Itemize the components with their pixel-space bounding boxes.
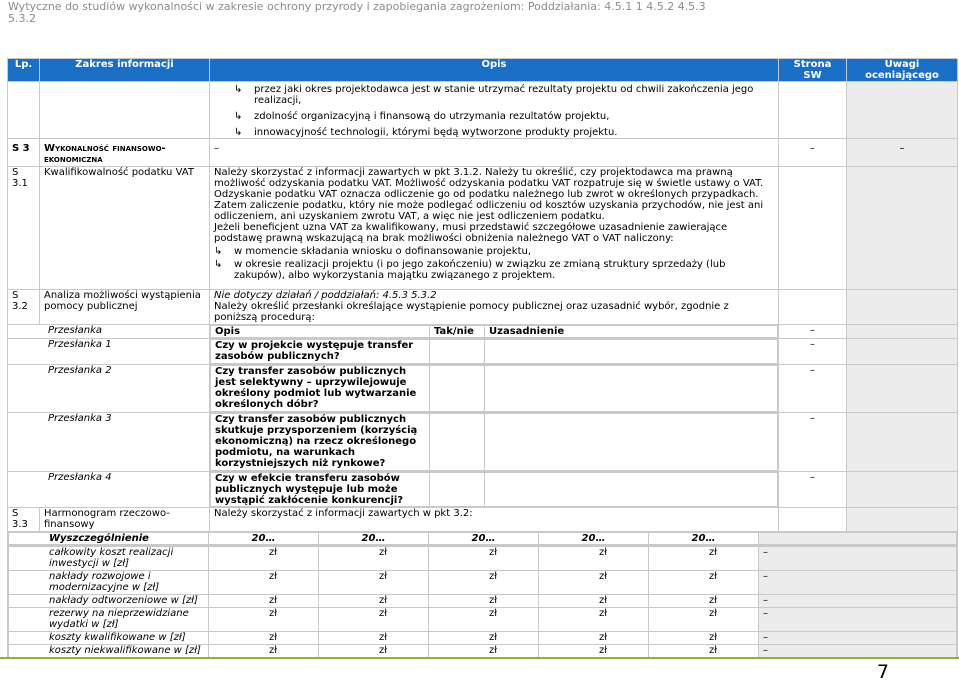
schedule-header: Wyszczególnienie 20… 20… 20… 20… 20… [8,532,958,546]
schedule-rows [8,546,958,659]
col-opis: Opis [210,59,779,82]
note: Nie dotyczy działań / poddziałań: 4.5.3 5.3.2 [214,290,437,301]
section-row-s31: S 3.1 Kwalifikowalność podatku VAT Należy skorzystać z informacji zawartych w pkt 3.1.2. Należy tu określić, czy projektodawca ma prawną możliwość odzyskania podatku VAT. Możliwość odzyskania podatku VAT rozpatruje się w świetle ustawy o VAT. Odzyskanie podatku VAT oznacza odliczenie go od podatku należnego lub zwrot w określonych przypadkach. Zatem zaliczenie podatku, który nie może podlegać odliczeniu od kosztów uzyskania przychodów, nie jest ani odliczeniem, ani uzyskaniem zwrotu VAT, a więc nie jest odliczeniem podatku. Jeżeli beneficjent uzna VAT za kwalifikowany, musi przedstawić szczegółowe uzasadnienie zawierające podstawę prawną wskazującą na brak możliwości obniżenia należnego VAT o VAT naliczony: ↳ w momencie składania wniosku o dofinansowanie projektu, ↳ w okresie realizacji projektu (i po jego zakończeniu) w związku ze zmianą struktury sprzedaży (lub zakupów), albo wykorzystania majątku związanego z projektem. [8,167,958,290]
section-lp: S 3 [8,139,40,167]
table-row: Przesłanka 3 Czy transfer zasobów publicznych skutkuje przysporzeniem (korzyścią ekonomiczną) na rzecz określonego podmiotu, na warunkach korzystniejszych niż rynkowe? – [8,413,958,472]
bullet-item: ↳ przez jaki okres projektodawca jest w stanie utrzymać rezultaty projektu od chwili zakończenia jego realizacji, [234,84,754,106]
paragraph: Należy skorzystać z informacji zawartych w pkt 3.1.2. Należy tu określić, czy projektodawca ma prawną możliwość odzyskania podatku VAT. Możliwość odzyskania podatku VAT rozpatruje się w świetle ustawy o VAT. Odzyskanie podatku VAT oznacza odliczenie go od podatku należnego lub zwrot w określonych przypadkach. Zatem zaliczenie podatku, który nie może podlegać odliczeniu od kosztów uzyskania przychodów, nie jest ani odliczeniem, ani uzyskaniem zwrotu VAT, a więc nie jest odliczeniem podatku. [214,167,764,222]
table-row: koszty kwalifikowane w [zł] zł zł zł zł zł – [9,632,957,645]
paragraph: Należy skorzystać z informacji zawartych w pkt 3.2: [210,508,779,532]
section-row-s3: S 3 Wykonalność finansowo-ekonomiczna – – – [8,139,958,167]
table-row: całkowity koszt realizacji inwestycji w [zł] zł zł zł zł zł – [9,547,957,571]
section-row-s33: S 3.3 Harmonogram rzeczowo-finansowy Należy skorzystać z informacji zawartych w pkt 3.2: [8,508,958,532]
document-header: Wytyczne do studiów wykonalności w zakresie ochrony przyrody i zapobiegania zagrożeniom: Poddziałania: 4.5.1 1 4.5.2 4.5.3 5.3.2 [8,0,706,25]
col-uwagi: Uwagi oceniającego [847,59,958,82]
arrow-bullet-icon: ↳ [214,259,223,270]
table-row: nakłady rozwojowe i modernizacyjne w [zł] zł zł zł zł zł – [9,571,957,595]
section-row-s32: S 3.2 Analiza możliwości wystąpienia pomocy publicznej Nie dotyczy działań / poddziałań: 4.5.3 5.3.2 Należy określić przesłanki określające wystąpienie pomocy publicznej oraz uzasadnić wybór, zgodnie z poniższą procedurą: [8,290,958,325]
footer-rule [0,657,959,659]
paragraph: Należy określić przesłanki określające wystąpienie pomocy publicznej oraz uzasadnić wybór, zgodnie z poniższą procedurą: [214,301,729,323]
table-row: Przesłanka 2 Czy transfer zasobów publicznych jest selektywny – uprzywilejowuje określony podmiot lub wytwarzanie określonych dóbr? – [8,365,958,413]
col-zakres: Zakres informacji [40,59,210,82]
bullet-item: ↳ w okresie realizacji projektu (i po jego zakończeniu) w związku ze zmianą struktury sprzedaży (lub zakupów), albo wykorzystania majątku związanego z projektem. [214,259,726,281]
table-row: rezerwy na nieprzewidziane wydatki w [zł] zł zł zł zł zł – [9,608,957,632]
bullet-item: ↳ innowacyjność technologii, którymi będą wytworzone produkty projektu. [234,127,618,138]
table-row: Przesłanka 4 Czy w efekcie transferu zasobów publicznych występuje lub może wystąpić zakłócenie konkurencji? – [8,472,958,508]
table-row: koszty niekwalifikowane w [zł] zł zł zł zł zł – [9,645,957,658]
subtable-header: Przesłanka Opis Tak/nie Uzasadnienie – [8,325,958,339]
bullet-item: ↳ zdolność organizacyjną i finansową do utrzymania rezultatów projektu, [234,111,610,122]
col-lp: Lp. [8,59,40,82]
table-row: nakłady odtworzeniowe w [zł] zł zł zł zł zł – [9,595,957,608]
assessment-table [7,58,958,659]
bullet-item: ↳ w momencie składania wniosku o dofinansowanie projektu, [214,246,532,257]
arrow-bullet-icon: ↳ [214,246,223,257]
section-title: Wykonalność finansowo-ekonomiczna [40,139,210,167]
table-header-row [8,59,958,82]
col-strona: Strona SW [779,59,847,82]
table-row [8,82,958,139]
section-dash: – [210,139,779,167]
arrow-bullet-icon: ↳ [234,127,243,138]
paragraph: Jeżeli beneficjent uzna VAT za kwalifikowany, musi przedstawić szczegółowe uzasadnienie zawierające podstawę prawną wskazującą na brak możliwości obniżenia należnego VAT o VAT naliczony: [214,222,728,244]
page-number: 7 [876,661,889,683]
table-row: Przesłanka 1 Czy w projekcie występuje transfer zasobów publicznych? – [8,339,958,365]
arrow-bullet-icon: ↳ [234,111,243,122]
arrow-bullet-icon: ↳ [234,84,243,95]
